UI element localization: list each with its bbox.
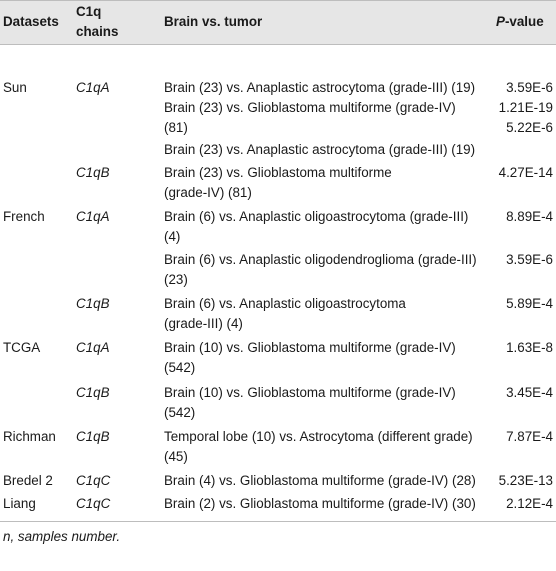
- tumor-french-3-line1: Brain (6) vs. Anaplastic oligoastrocytoma: [164, 296, 406, 311]
- tumor-tcga-1-line1: Brain (10) vs. Glioblastoma multiforme (grade-IV): [164, 340, 456, 355]
- tumor-french-3-line2: (grade-III) (4): [164, 316, 243, 331]
- row-label-sun: Sun: [3, 80, 27, 95]
- header-c1q-line2: chains: [76, 24, 119, 39]
- tumor-french-2-line1: Brain (6) vs. Anaplastic oligodendroglioma (grade-III): [164, 252, 477, 267]
- row-label-french: French: [3, 209, 45, 224]
- pvalue-french-2: 3.59E-6: [506, 252, 553, 267]
- pvalue-richman-1: 7.87E-4: [506, 429, 553, 444]
- header-p-value: [496, 12, 544, 32]
- chain-liang-c: C1qC: [76, 496, 111, 511]
- row-label-bredel: Bredel 2: [3, 473, 53, 488]
- tumor-french-1-line1: Brain (6) vs. Anaplastic oligoastrocytoma (grade-III): [164, 209, 469, 224]
- tumor-richman-1-line1: Temporal lobe (10) vs. Astrocytoma (different grade): [164, 429, 473, 444]
- pvalue-french-1: 8.89E-4: [506, 209, 553, 224]
- tumor-tcga-2-line1: Brain (10) vs. Glioblastoma multiforme (grade-IV): [164, 385, 456, 400]
- pvalue-sun-1: 3.59E-6: [506, 80, 553, 95]
- pvalue-liang-1: 2.12E-4: [506, 496, 553, 511]
- pvalue-french-3: 5.89E-4: [506, 296, 553, 311]
- tumor-sun-1: Brain (23) vs. Anaplastic astrocytoma (grade-III) (19): [164, 80, 476, 95]
- row-label-liang: Liang: [3, 496, 36, 511]
- tumor-tcga-1-line2: (542): [164, 360, 196, 375]
- row-label-tcga: TCGA: [3, 340, 41, 355]
- tumor-french-1-line2: (4): [164, 229, 181, 244]
- chain-french-a: C1qA: [76, 209, 110, 224]
- tumor-liang-1: Brain (2) vs. Glioblastoma multiforme (grade-IV) (30): [164, 496, 476, 511]
- tumor-sun-2-line2: (81): [164, 120, 188, 135]
- tumor-sun-4-line2: (grade-IV) (81): [164, 185, 252, 200]
- chain-bredel-c: C1qC: [76, 473, 111, 488]
- header-p-suffix: -value: [504, 14, 544, 29]
- pvalue-tcga-1: 1.63E-8: [506, 340, 553, 355]
- table-footnote: n, samples number.: [3, 529, 121, 544]
- chain-tcga-a: C1qA: [76, 340, 110, 355]
- chain-sun-a: C1qA: [76, 80, 110, 95]
- tumor-tcga-2-line2: (542): [164, 405, 196, 420]
- pvalue-sun-3: 5.22E-6: [506, 120, 553, 135]
- pvalue-sun-2: 1.21E-19: [498, 100, 553, 115]
- header-p-letter: P: [496, 14, 505, 29]
- tumor-richman-1-line2: (45): [164, 449, 188, 464]
- tumor-sun-2-line1: Brain (23) vs. Glioblastoma multiforme (grade-IV): [164, 100, 456, 115]
- chain-sun-b: C1qB: [76, 165, 110, 180]
- tumor-french-2-line2: (23): [164, 272, 188, 287]
- header-datasets: Datasets: [3, 14, 59, 29]
- chain-french-b: C1qB: [76, 296, 110, 311]
- tumor-sun-4-line1: Brain (23) vs. Glioblastoma multiforme: [164, 165, 392, 180]
- table-bottom-rule: [0, 521, 556, 522]
- header-brain-vs-tumor: Brain vs. tumor: [164, 14, 263, 29]
- pvalue-bredel-1: 5.23E-13: [498, 473, 553, 488]
- tumor-sun-3: Brain (23) vs. Anaplastic astrocytoma (grade-III) (19): [164, 142, 476, 157]
- header-c1q-line1: C1q: [76, 4, 102, 19]
- pvalue-sun-4: 4.27E-14: [498, 165, 553, 180]
- chain-tcga-b: C1qB: [76, 385, 110, 400]
- chain-richman-b: C1qB: [76, 429, 110, 444]
- row-label-richman: Richman: [3, 429, 56, 444]
- pvalue-tcga-2: 3.45E-4: [506, 385, 553, 400]
- tumor-bredel-1: Brain (4) vs. Glioblastoma multiforme (grade-IV) (28): [164, 473, 476, 488]
